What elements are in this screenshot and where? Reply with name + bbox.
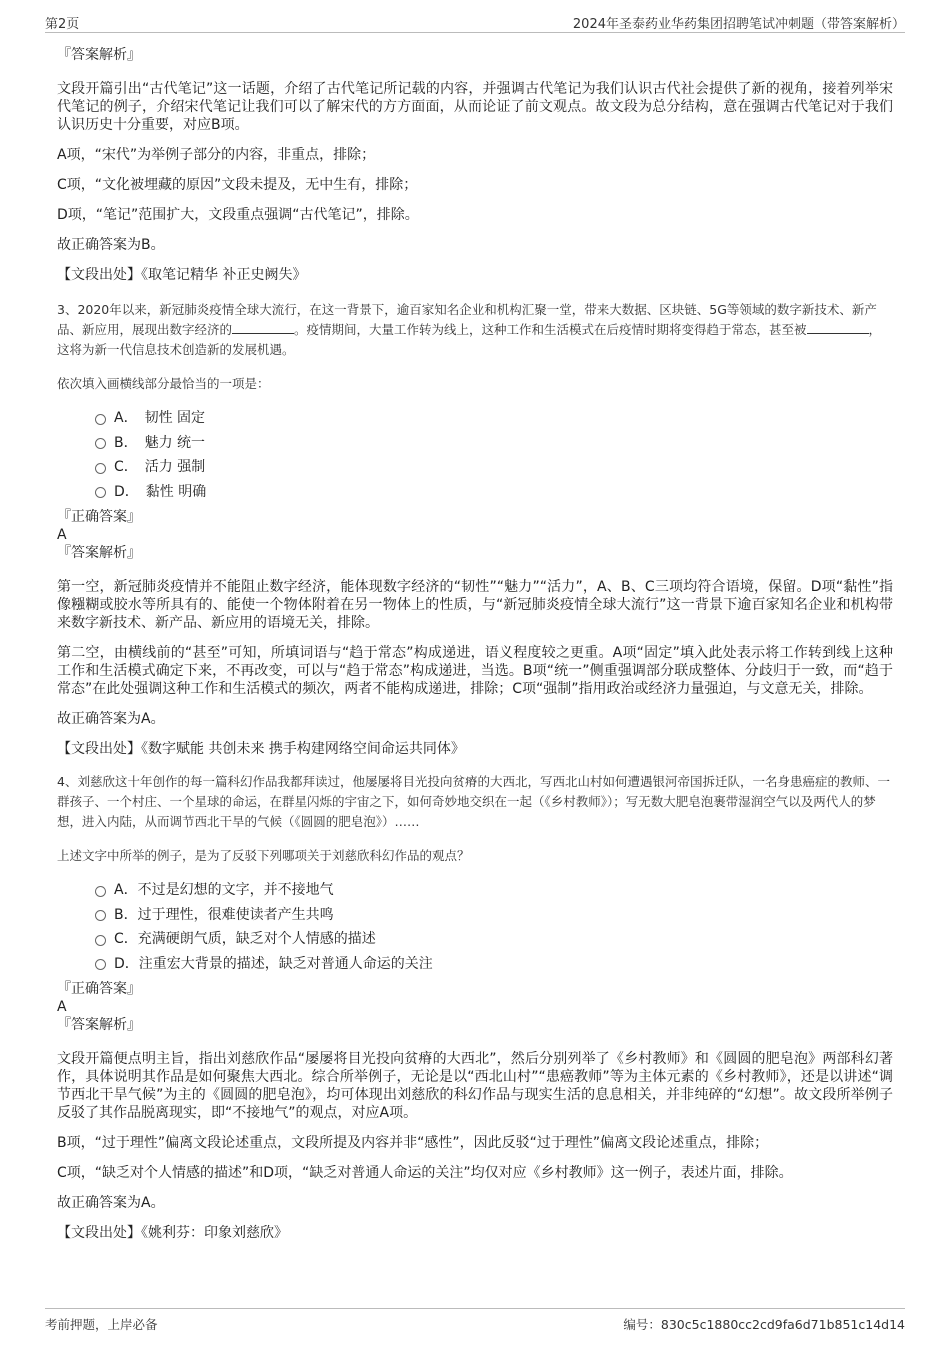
page-header [45,10,905,33]
radio-icon[interactable] [95,438,106,449]
q2-analysis-p1: 文段开篇引出“古代笔记”这一话题，介绍了古代笔记所记载的内容，并强调古代笔记为我们认识古代社会提供了新的视角，接着列举宋代笔记的例子，介绍宋代笔记让我们可以了解宋代的方方面面，从而论证了前文观点。故文段为总分结构，意在强调古代笔记对于我们认识历史十分重要，对应B项。 [57,81,893,133]
q3-blank-2 [807,321,869,334]
q4-option-d-label: D．注重宏大背景的描述，缺乏对普通人命运的关注 [114,955,433,972]
q3-analysis-p1: 第一空，新冠肺炎疫情并不能阻止数字经济，能体现数字经济的“韧性”“魅力”“活力”，A、B、C三项均符合语境，保留。D项“黏性”指像糨糊或胶水等所具有的、能使一个物体附着在另一物体上的性质，与“新冠肺炎疫情全球大流行”这一背景下逾百家知名企业和机构带来数字新技术、新产品、新应用的语境无关，排除。 [57,579,893,631]
q3-option-b[interactable] [95,431,893,456]
radio-icon[interactable] [95,959,106,970]
q4-option-b[interactable] [95,903,893,928]
q2-analysis-label: 『答案解析』 [57,47,141,63]
q2-source: 【文段出处】《取笔记精华 补正史阙失》 [57,267,307,283]
q3-stem-part-3: ，这将为新一代信息技术创造新的发展机遇。 [57,322,882,357]
q3-analysis-p2: 第二空，由横线前的“甚至”可知，所填词语与“趋于常态”构成递进，语义程度较之更重。A项“固定”填入此处表示将工作转到线上这种工作和生活模式确定下来，不再改变，可以与“趋于常态”构成递进，当选。B项“统一”侧重强调部分联成整体、分歧归于一致，而“趋于常态”在此处强调这种工作和生活模式的频次，两者不能构成递进，排除；C项“强制”指用政治或经济力量强迫，与文意无关，排除。 [57,645,893,697]
q3-analysis-label: 『答案解析』 [57,545,141,561]
page-footer [45,1308,905,1335]
q3-analysis-p3: 故正确答案为A。 [57,711,165,727]
document-code-label: 编号： [623,1317,661,1332]
q3-option-d-label: D． 黏性 明确 [114,483,207,500]
page-number: 第2页 [45,17,80,32]
radio-icon[interactable] [95,463,106,474]
radio-icon[interactable] [95,910,106,921]
radio-icon[interactable] [95,886,106,897]
footer-slogan: 考前押题，上岸必备 [45,1317,158,1332]
q4-analysis-p2: B项，“过于理性”偏离文段论述重点，文段所提及内容并非“感性”，因此反驳“过于理性”偏离文段论述重点，排除； [57,1135,769,1151]
q3-option-c[interactable] [95,455,893,480]
q4-stem: 4、刘慈欣这十年创作的每一篇科幻作品我都拜读过，他屡屡将目光投向贫瘠的大西北，写西北山村如何遭遇银河帝国拆迁队，一名身患癌症的教师、一群孩子、一个村庄、一个星球的命运，在群星闪烁的宇宙之下，如何奇妙地交织在一起（《乡村教师》）；写无数大肥皂泡裹带湿润空气以及两代人的梦想，进入内陆，从而调节西北干旱的气候（《圆圆的肥皂泡》）…… [57,774,890,829]
page-content [57,44,893,1242]
q4-source: 【文段出处】《姚利芬：印象刘慈欣》 [57,1225,288,1241]
q3-option-c-label: C． 活力 强制 [114,459,206,476]
q3-answer: A [57,527,67,543]
q4-answer: A [57,999,67,1015]
q4-option-a[interactable] [95,878,893,903]
q3-answer-label: 『正确答案』 [57,509,141,525]
q3-option-d[interactable] [95,480,893,505]
q4-option-b-label: B．过于理性，很难使读者产生共鸣 [114,906,334,923]
q2-analysis-p2: A项，“宋代”为举例子部分的内容，非重点，排除； [57,147,376,163]
q4-option-c-label: C．充满硬朗气质，缺乏对个人情感的描述 [114,931,376,948]
q4-analysis-p1: 文段开篇便点明主旨，指出刘慈欣作品“屡屡将目光投向贫瘠的大西北”，然后分别列举了《乡村教师》和《圆圆的肥皂泡》两部科幻著作，具体说明其作品是如何聚焦大西北。综合所举例子，无论是以“西北山村”“患癌教师”等为主体元素的《乡村教师》，还是以讲述“调节西北干旱气候”为主的《圆圆的肥皂泡》，均可体现出刘慈欣的科幻作品与现实生活的息息相关，并非纯碎的“幻想”。故文段所举例子反驳了其作品脱离现实，即“不接地气”的观点，对应A项。 [57,1051,893,1121]
q4-analysis-label: 『答案解析』 [57,1017,141,1033]
q3-blank-1 [232,321,294,334]
q4-option-d[interactable] [95,952,893,977]
radio-icon[interactable] [95,414,106,425]
q3-option-a-label: A． 韧性 固定 [114,410,206,427]
radio-icon[interactable] [95,935,106,946]
q4-prompt: 上述文字中所举的例子，是为了反驳下列哪项关于刘慈欣科幻作品的观点？ [57,848,470,863]
q3-source: 【文段出处】《数字赋能 共创未来 携手构建网络空间命运共同体》 [57,741,465,757]
q4-option-c[interactable] [95,927,893,952]
q4-answer-label: 『正确答案』 [57,981,141,997]
radio-icon[interactable] [95,487,106,498]
q4-analysis-p3: C项，“缺乏对个人情感的描述”和D项，“缺乏对普通人命运的关注”均仅对应《乡村教师》这一例子，表述片面，排除。 [57,1165,793,1181]
q2-analysis-p5: 故正确答案为B。 [57,237,165,253]
q3-prompt: 依次填入画横线部分最恰当的一项是： [57,376,270,391]
document-code-value: 830c5c1880cc2cd9fa6d71b851c14d14 [660,1317,905,1332]
q4-analysis-p4: 故正确答案为A。 [57,1195,165,1211]
q3-stem [57,300,893,360]
q3-options [57,406,893,504]
q3-option-a[interactable] [95,406,893,431]
q4-options [57,878,893,976]
q3-stem-part-2: 。疫情期间，大量工作转为线上，这种工作和生活模式在后疫情时期将变得趋于常态，甚至被 [294,322,807,337]
q2-analysis-p3: C项，“文化被埋藏的原因”文段未提及，无中生有，排除； [57,177,418,193]
document-code [623,1315,905,1333]
q4-option-a-label: A．不过是幻想的文字，并不接地气 [114,882,334,899]
q3-option-b-label: B． 魅力 统一 [114,434,206,451]
q2-analysis-p4: D项，“笔记”范围扩大，文段重点强调“古代笔记”，排除。 [57,207,419,223]
document-title: 2024年圣泰药业华药集团招聘笔试冲刺题（带答案解析） [572,17,905,32]
q3-stem-part-1: 3、2020年以来，新冠肺炎疫情全球大流行，在这一背景下，逾百家知名企业和机构汇聚一堂，带来大数据、区块链、5G等领域的数字新技术、新产品、新应用，展现出数字经济的 [57,302,877,337]
